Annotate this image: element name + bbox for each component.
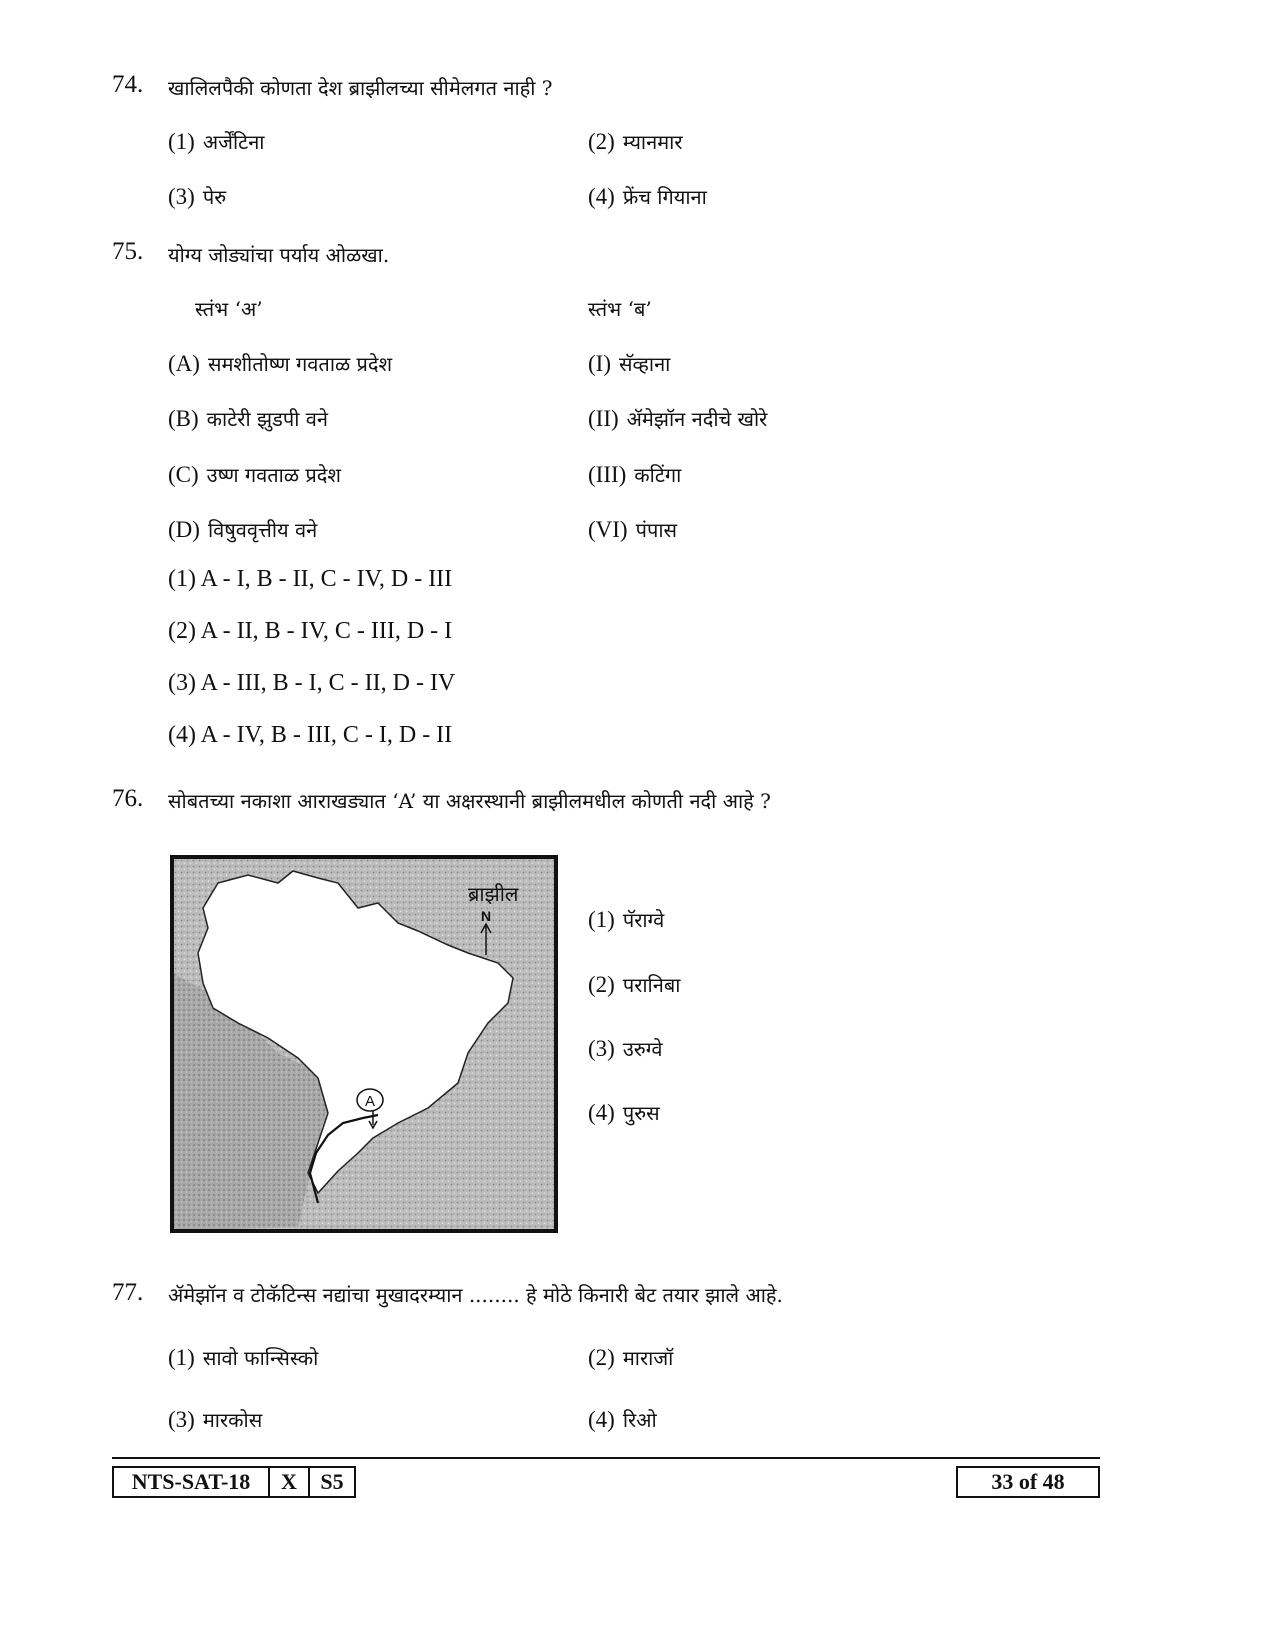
q76-option-4 — [588, 1099, 660, 1126]
q74-option-4-text: फ्रेंच गियाना — [622, 185, 707, 209]
q77-option-2-text: माराजॉ — [622, 1346, 674, 1370]
footer-subject: S5 — [308, 1466, 356, 1498]
q75-col-a-1-num: (A) — [168, 351, 200, 376]
footer-page-number: 33 of 48 — [956, 1466, 1100, 1498]
brazil-map-figure — [168, 853, 560, 1235]
q76-option-3-text: उरुग्वे — [622, 1037, 663, 1061]
q77-option-1 — [168, 1344, 318, 1371]
q75-col-b-2-text: ॲमेझॉन नदीचे खोरे — [626, 407, 768, 431]
q75-col-a-2-num: (B) — [168, 406, 199, 431]
q75-col-b-1-num: (I) — [588, 351, 611, 376]
q75-col-a-4-text: विषुववृत्तीय वने — [207, 518, 318, 542]
q74-option-2-text: म्यानमार — [622, 130, 683, 154]
q76-option-4-num: (4) — [588, 1100, 615, 1125]
q75-col-a-2-text: काटेरी झुडपी वने — [206, 407, 328, 431]
q75-col-b-item — [588, 461, 681, 488]
q75-col-b-4-num: (VI) — [588, 517, 628, 542]
q74-option-3-text: पेरु — [202, 185, 227, 209]
q77-text: ॲमेझॉन व टोकॅटिन्स नद्यांचा मुखादरम्यान ........ हे मोठे किनारी बेट तयार झाले आहे. — [168, 1283, 783, 1307]
q77-option-1-text: सावो फान्सिस्को — [202, 1346, 319, 1370]
q74-option-3 — [168, 183, 226, 210]
q76-option-4-text: पुरुस — [622, 1101, 660, 1125]
q75-answer-3: (3) A - III, B - I, C - II, D - IV — [168, 670, 456, 696]
q75-col-a-3-num: (C) — [168, 462, 199, 487]
q75-answer-2: (2) A - II, B - IV, C - III, D - I — [168, 618, 453, 644]
q76-option-3-num: (3) — [588, 1036, 615, 1061]
q76-option-2 — [588, 971, 680, 998]
brazil-map-svg — [168, 853, 560, 1235]
q74-option-3-num: (3) — [168, 184, 195, 209]
q75-column-b-heading: स्तंभ ‘ब’ — [588, 297, 652, 321]
q75-col-a-item — [168, 350, 392, 377]
q77-option-3-num: (3) — [168, 1407, 195, 1432]
q77-option-1-num: (1) — [168, 1345, 195, 1370]
footer-rule — [112, 1457, 1100, 1459]
q75-col-b-item — [588, 516, 677, 543]
q75-answer-1: (1) A - I, B - II, C - IV, D - III — [168, 566, 453, 592]
q77-option-4 — [588, 1406, 657, 1433]
q75-col-b-2-num: (II) — [588, 406, 619, 431]
q74-option-2-num: (2) — [588, 129, 615, 154]
q74-option-1-text: अर्जेंटिना — [202, 130, 265, 154]
q76-option-2-text: परानिबा — [622, 973, 681, 997]
q75-col-a-4-num: (D) — [168, 517, 200, 542]
q77-option-3 — [168, 1406, 262, 1433]
q75-col-b-1-text: सॅव्हाना — [618, 352, 671, 376]
q75-col-a-1-text: समशीतोष्ण गवताळ प्रदेश — [207, 352, 393, 376]
q75-col-a-item — [168, 516, 317, 543]
q74-option-1 — [168, 128, 265, 155]
q75-col-a-item — [168, 405, 328, 432]
q77-option-2-num: (2) — [588, 1345, 615, 1370]
q75-col-a-item — [168, 461, 341, 488]
q75-col-a-3-text: उष्ण गवताळ प्रदेश — [206, 463, 342, 487]
q74-option-4-num: (4) — [588, 184, 615, 209]
q76-text: सोबतच्या नकाशा आराखड्यात ‘A’ या अक्षरस्थानी ब्राझीलमधील कोणती नदी आहे ? — [168, 789, 771, 813]
q74-option-1-num: (1) — [168, 129, 195, 154]
q76-number: 76. — [112, 785, 144, 812]
q75-text: योग्य जोड्यांचा पर्याय ओळखा. — [168, 243, 390, 267]
q75-col-b-3-num: (III) — [588, 462, 627, 487]
q77-option-2 — [588, 1344, 673, 1371]
q76-option-1-text: पॅराग्वे — [622, 908, 665, 932]
q76-option-1 — [588, 906, 664, 933]
q75-column-a-heading: स्तंभ ‘अ’ — [195, 297, 263, 321]
q75-answer-4: (4) A - IV, B - III, C - I, D - II — [168, 722, 453, 748]
q77-option-4-num: (4) — [588, 1407, 615, 1432]
marker-a-label: A — [364, 1093, 376, 1110]
q76-option-1-num: (1) — [588, 907, 615, 932]
footer-class: X — [268, 1466, 310, 1498]
north-label: N — [480, 908, 492, 924]
q75-col-b-item — [588, 350, 670, 377]
q77-option-4-text: रिओ — [622, 1408, 657, 1432]
q76-option-3 — [588, 1035, 663, 1062]
q76-option-2-num: (2) — [588, 972, 615, 997]
q75-number: 75. — [112, 238, 144, 265]
q77-number: 77. — [112, 1279, 144, 1306]
q75-col-b-4-text: पंपास — [635, 518, 678, 542]
q74-text: खालिलपैकी कोणता देश ब्राझीलच्या सीमेलगत नाही ? — [168, 76, 553, 100]
q75-col-b-item — [588, 405, 767, 432]
q75-col-b-3-text: कटिंगा — [634, 463, 682, 487]
q74-option-4 — [588, 183, 707, 210]
q74-option-2 — [588, 128, 683, 155]
map-title: ब्राझील — [468, 882, 519, 906]
footer-exam-code: NTS-SAT-18 — [112, 1466, 270, 1498]
q77-option-3-text: मारकोस — [202, 1408, 263, 1432]
q74-number: 74. — [112, 71, 144, 98]
